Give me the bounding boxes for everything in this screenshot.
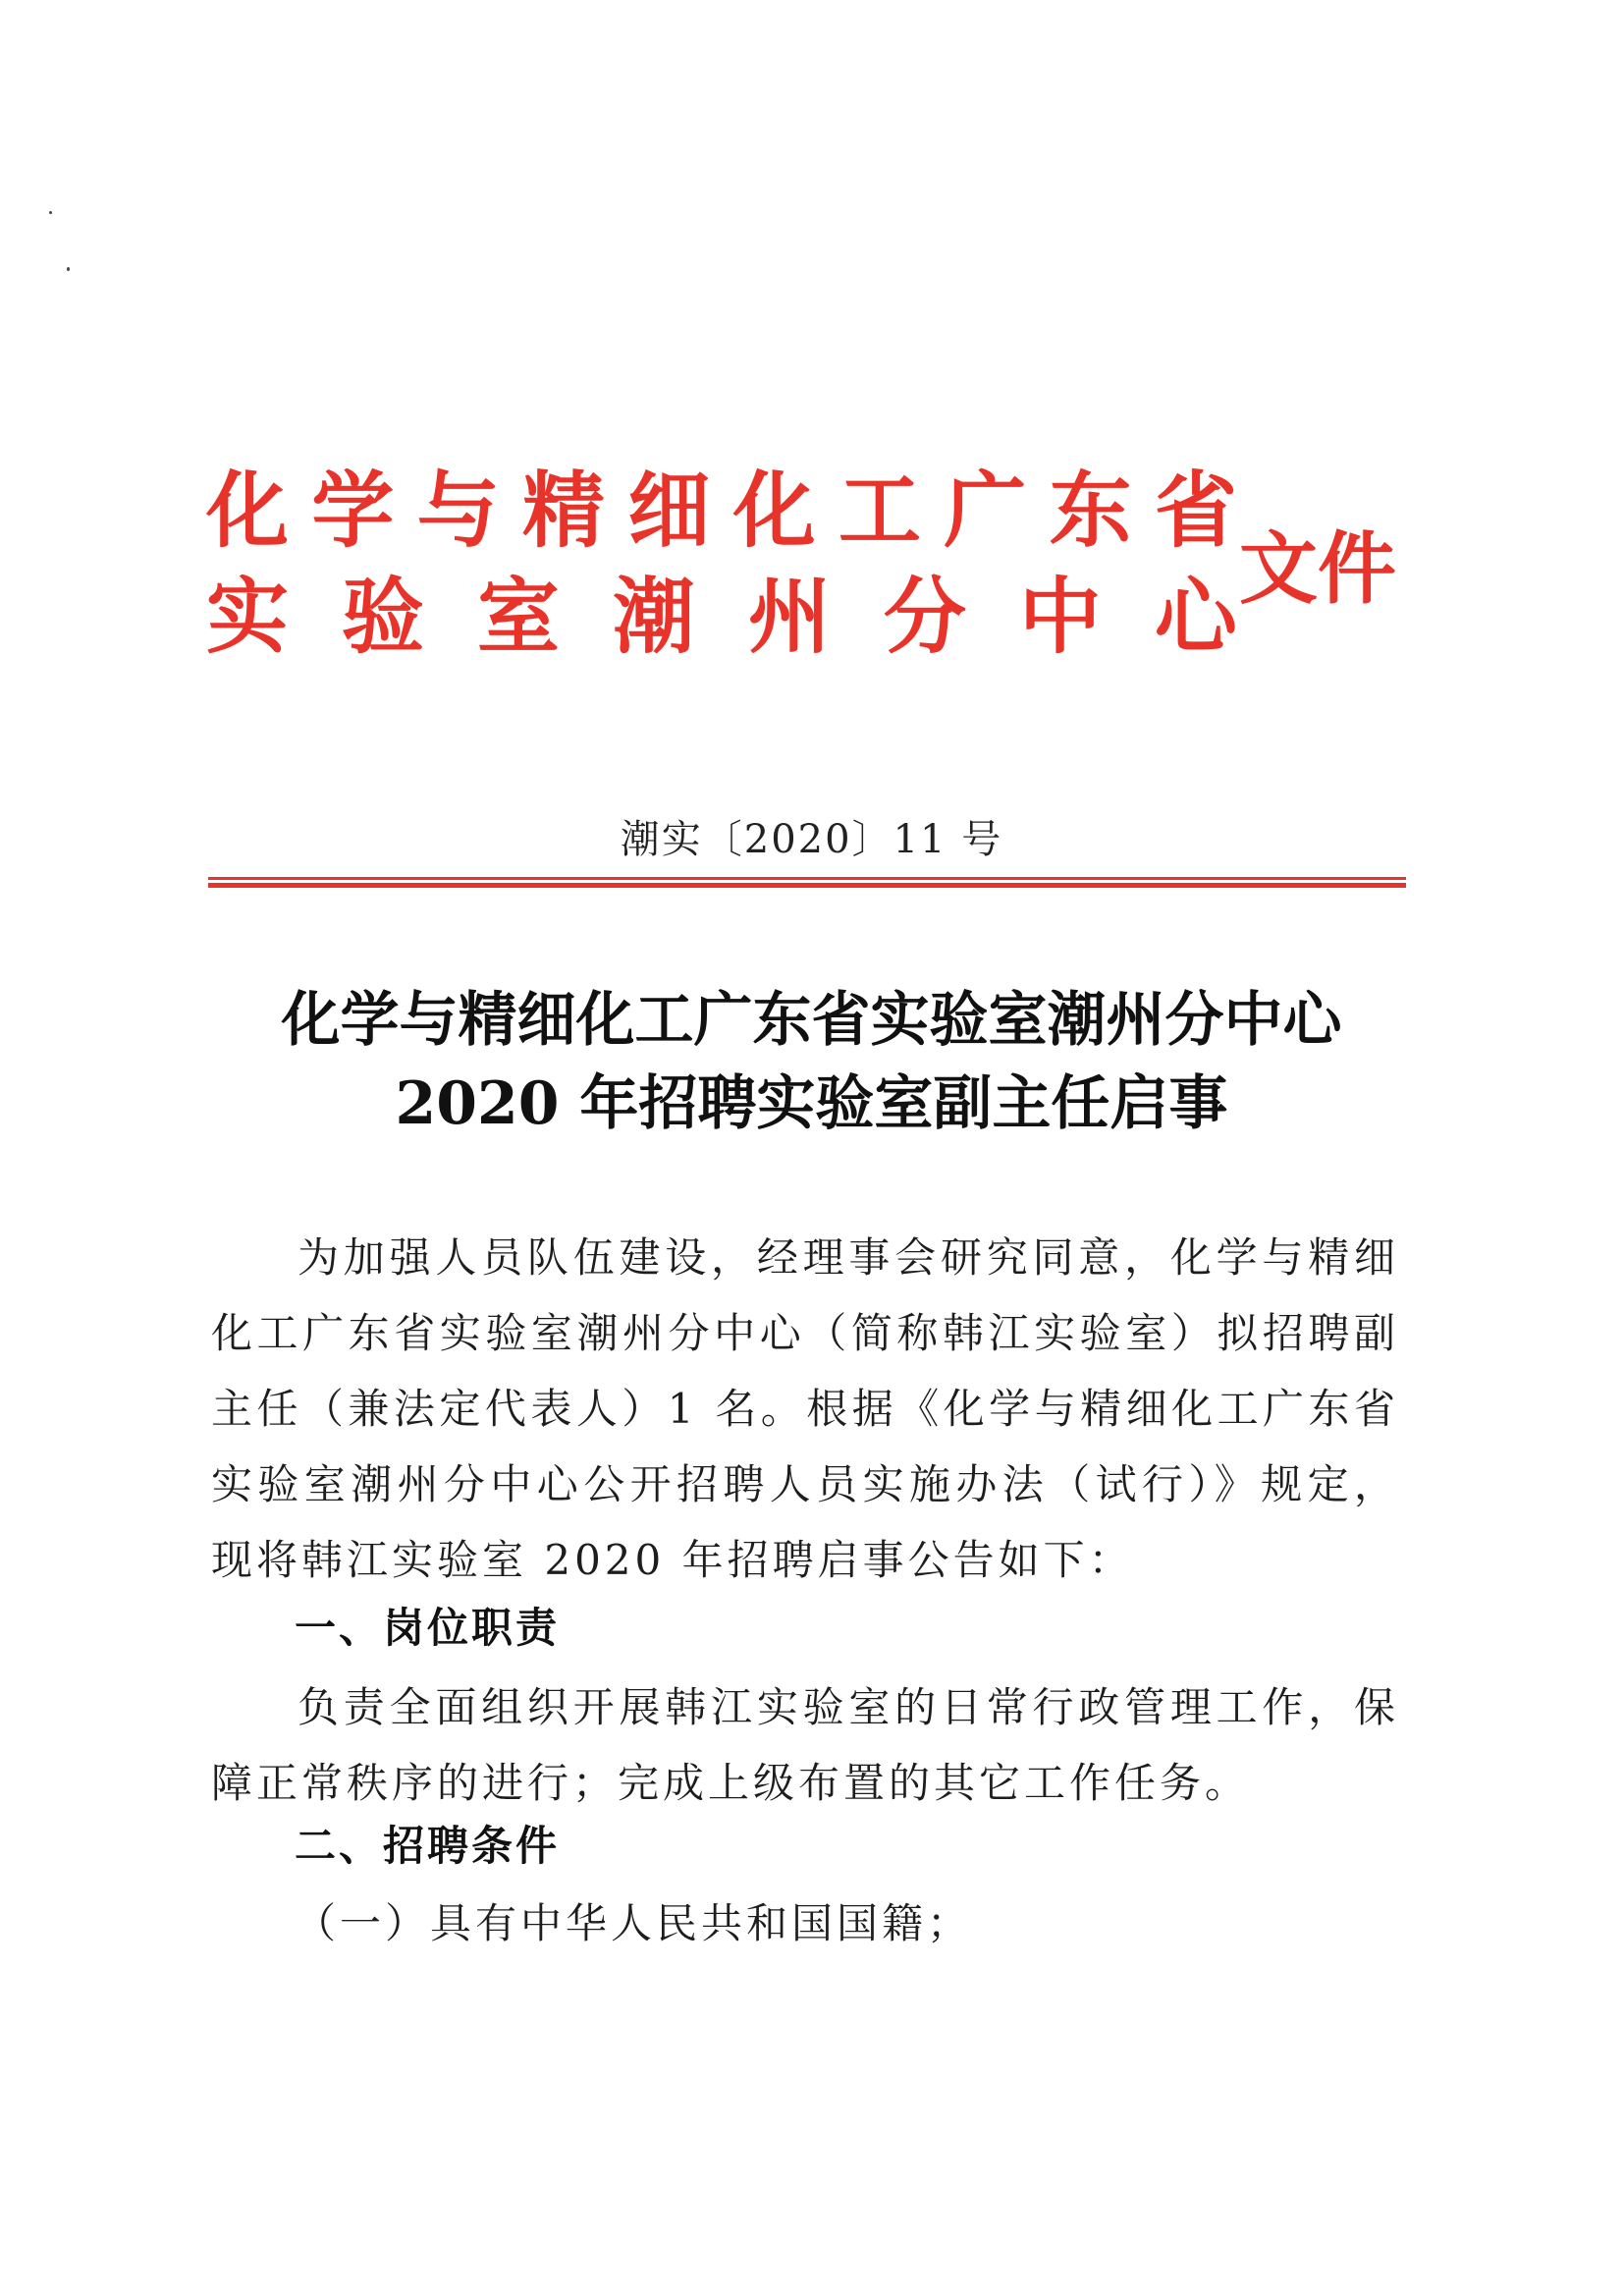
- letterhead-char: 广: [944, 463, 1027, 559]
- letterhead-char: 省: [1154, 463, 1237, 559]
- red-separator-line: [208, 877, 1406, 880]
- letterhead-char: 细: [627, 463, 711, 559]
- letterhead-char: 化: [206, 463, 290, 559]
- letterhead-char: 分: [883, 569, 966, 665]
- letterhead-char: 验: [341, 569, 424, 665]
- letterhead-char: 工: [838, 463, 921, 559]
- letterhead-char: 室: [476, 569, 560, 665]
- red-separator-line-thick: [208, 883, 1406, 888]
- intro-paragraph: 为加强人员队伍建设，经理事会研究同意，化学与精细化工广东省实验室潮州分中心（简称韩江实验室）拟招聘副主任（兼法定代表人）1 名。根据《化学与精细化工广东省实验室潮州分中心公开招聘人员实施办法（试行）》规定，现将韩江实验室 2020 年招聘启事公告如下：: [211, 1233, 1399, 1584]
- letterhead-char: 与: [416, 463, 500, 559]
- letterhead-line-1: [206, 462, 1237, 560]
- duties-paragraph: 负责全面组织开展韩江实验室的日常行政管理工作，保障正常秩序的进行；完成上级布置的其它工作任务。: [211, 1683, 1399, 1807]
- letterhead-char: 心: [1154, 569, 1237, 665]
- letterhead-char: 潮: [612, 569, 695, 665]
- document-number: 潮实〔2020〕11 号: [620, 817, 1003, 862]
- letterhead-char: 化: [732, 463, 816, 559]
- letterhead-suffix: 文件: [1239, 523, 1396, 615]
- letterhead-char: 实: [206, 569, 290, 665]
- section-heading-requirements: 二、招聘条件: [295, 1822, 561, 1870]
- letterhead-line-2: [206, 568, 1237, 666]
- letterhead-char: 学: [311, 463, 395, 559]
- scan-speck: [49, 211, 52, 214]
- letterhead-char: 州: [747, 569, 831, 665]
- section-heading-duties: 一、岗位职责: [295, 1604, 561, 1652]
- document-title-line-1: 化学与精细化工广东省实验室潮州分中心: [281, 986, 1342, 1055]
- requirement-item: （一）具有中华人民共和国国籍；: [295, 1899, 973, 1947]
- document-title-line-2: 2020 年招聘实验室副主任启事: [395, 1069, 1228, 1138]
- scan-speck: [67, 267, 70, 271]
- letterhead-char: 中: [1018, 569, 1102, 665]
- letterhead-char: 东: [1049, 463, 1132, 559]
- letterhead-char: 精: [521, 463, 605, 559]
